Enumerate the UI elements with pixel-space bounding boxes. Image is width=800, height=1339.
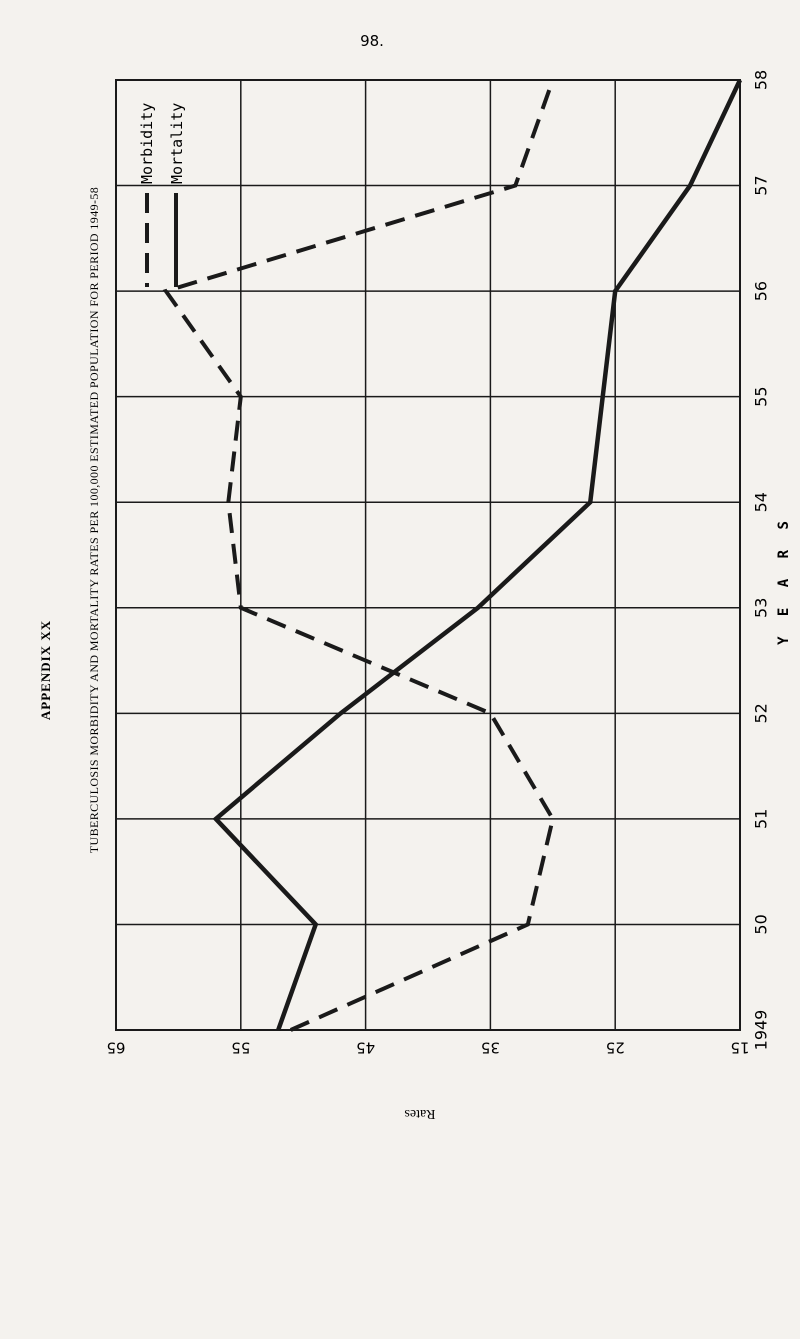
appendix-label: APPENDIX XX [38,619,53,721]
x-tick-label: 51 [751,808,771,830]
y-tick-labels [106,1039,749,1057]
legend [138,103,186,287]
y-tick-label: 35 [480,1038,500,1057]
x-tick-label: 1949 [751,1009,771,1051]
y-tick-label: 25 [605,1038,625,1057]
legend-mortality-label: Mortality [168,102,186,184]
x-tick-labels [752,70,771,1051]
x-tick-label: 50 [751,914,771,935]
legend-morbidity-label: Morbidity [138,102,156,184]
x-axis-label: Y E A R S [776,515,792,645]
series-line-morbidity [166,80,553,1030]
y-tick-label: 65 [106,1038,126,1057]
x-tick-label: 52 [751,703,771,724]
series-lines [166,80,740,1030]
x-tick-label: 57 [751,175,771,196]
x-tick-label: 55 [751,386,771,407]
page-number: 98. [360,32,384,50]
plot-frame [116,80,740,1030]
x-tick-label: 54 [751,492,771,513]
x-tick-label: 53 [751,597,771,618]
y-tick-label: 55 [231,1038,251,1057]
grid [116,80,740,1030]
x-tick-label: 58 [751,69,771,91]
chart-title: TUBERCULOSIS MORBIDITY AND MORTALITY RATES PER 100,000 ESTIMATED POPULATION FOR PERIOD 1949-58 [87,186,101,854]
x-tick-label: 56 [751,280,771,302]
series-line-mortality [216,80,740,1030]
y-tick-label: 45 [356,1038,376,1057]
y-tick-label: 15 [730,1038,750,1057]
y-axis-label: Rates [404,1106,436,1121]
